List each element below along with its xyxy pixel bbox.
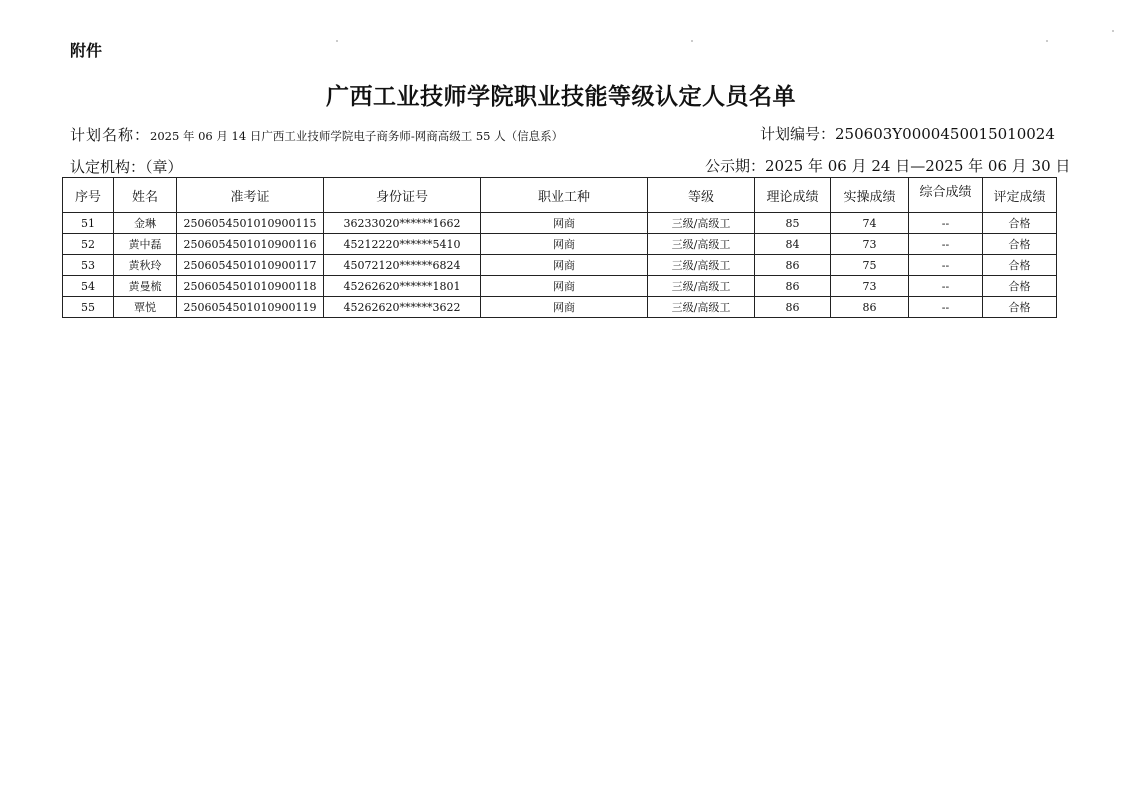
- table-cell: 53: [63, 255, 114, 276]
- publicity-label: 公示期：: [705, 157, 766, 175]
- table-cell: 73: [831, 276, 909, 297]
- certifying-agency: [70, 156, 183, 177]
- plan-name-value: 2025 年 06 月 14 日广西工业技师学院电子商务师-网商高级工 55 人（信息系）: [150, 129, 564, 143]
- header-cell: 准考证: [177, 178, 324, 213]
- table-cell: 55: [63, 297, 114, 318]
- scan-speck: [1112, 30, 1114, 32]
- table-cell: 合格: [983, 297, 1057, 318]
- table-cell: 覃悦: [114, 297, 177, 318]
- document-title: 广西工业技师学院职业技能等级认定人员名单: [326, 83, 796, 110]
- table-cell: 网商: [481, 234, 648, 255]
- header-cell: 评定成绩: [983, 178, 1057, 213]
- table-cell: 三级/高级工: [648, 213, 755, 234]
- table-row: [63, 234, 1057, 255]
- table-cell: --: [909, 234, 983, 255]
- table-cell: 86: [755, 276, 831, 297]
- table-cell: --: [909, 276, 983, 297]
- table-cell: 75: [831, 255, 909, 276]
- agency-label: 认定机构：: [70, 158, 146, 176]
- table-cell: --: [909, 255, 983, 276]
- table-cell: 52: [63, 234, 114, 255]
- table-cell: 网商: [481, 297, 648, 318]
- table-cell: 51: [63, 213, 114, 234]
- header-cell: 序号: [63, 178, 114, 213]
- publicity-dates: 2025 年 06 月 24 日—2025 年 06 月 30 日: [765, 157, 1071, 175]
- table-cell: 黄中磊: [114, 234, 177, 255]
- table-cell: 合格: [983, 234, 1057, 255]
- table-cell: 86: [755, 255, 831, 276]
- plan-name: [70, 124, 563, 145]
- attachment-label: 附件: [70, 41, 103, 60]
- table-cell: 2506054501010900117: [177, 255, 324, 276]
- table-cell: 45262620******3622: [324, 297, 481, 318]
- table-cell: 网商: [481, 276, 648, 297]
- table-cell: 2506054501010900115: [177, 213, 324, 234]
- table-cell: 45212220******5410: [324, 234, 481, 255]
- plan-name-label: 计划名称：: [70, 126, 151, 144]
- table-cell: 网商: [481, 213, 648, 234]
- table-cell: 84: [755, 234, 831, 255]
- table-cell: 2506054501010900118: [177, 276, 324, 297]
- header-cell: 实操成绩: [831, 178, 909, 213]
- plan-number: [760, 123, 1055, 144]
- header-cell: 理论成绩: [755, 178, 831, 213]
- header-cell: 综合成绩: [909, 178, 983, 213]
- table-header-row: [63, 178, 1057, 213]
- table-cell: 金琳: [114, 213, 177, 234]
- table-cell: 2506054501010900116: [177, 234, 324, 255]
- table-cell: 74: [831, 213, 909, 234]
- table-cell: --: [909, 297, 983, 318]
- table-cell: 54: [63, 276, 114, 297]
- table-cell: 85: [755, 213, 831, 234]
- table-row: [63, 276, 1057, 297]
- header-cell: 身份证号: [324, 178, 481, 213]
- header-cell: 姓名: [114, 178, 177, 213]
- table-cell: 三级/高级工: [648, 234, 755, 255]
- plan-number-value: 250603Y0000450015010024: [835, 125, 1055, 143]
- table-cell: 合格: [983, 255, 1057, 276]
- table-cell: 合格: [983, 213, 1057, 234]
- roster-table: [62, 177, 1057, 318]
- table-cell: 黄曼梳: [114, 276, 177, 297]
- table-row: [63, 213, 1057, 234]
- table-cell: 黄秋玲: [114, 255, 177, 276]
- table-cell: 73: [831, 234, 909, 255]
- table-cell: 三级/高级工: [648, 255, 755, 276]
- table-cell: 45072120******6824: [324, 255, 481, 276]
- scan-speck: [691, 40, 693, 42]
- agency-seal: （章）: [145, 158, 183, 176]
- table-cell: 2506054501010900119: [177, 297, 324, 318]
- table-cell: 网商: [481, 255, 648, 276]
- table-cell: 45262620******1801: [324, 276, 481, 297]
- scan-speck: [1046, 40, 1048, 42]
- header-cell: 等级: [648, 178, 755, 213]
- header-cell: 职业工种: [481, 178, 648, 213]
- table-cell: 合格: [983, 276, 1057, 297]
- plan-number-label: 计划编号：: [760, 125, 836, 143]
- table-cell: 36233020******1662: [324, 213, 481, 234]
- table-cell: 86: [755, 297, 831, 318]
- table-row: [63, 255, 1057, 276]
- table-cell: 86: [831, 297, 909, 318]
- scan-speck: [336, 40, 338, 42]
- table-cell: 三级/高级工: [648, 276, 755, 297]
- table-cell: --: [909, 213, 983, 234]
- publicity-period: [705, 155, 1070, 176]
- table-row: [63, 297, 1057, 318]
- table-cell: 三级/高级工: [648, 297, 755, 318]
